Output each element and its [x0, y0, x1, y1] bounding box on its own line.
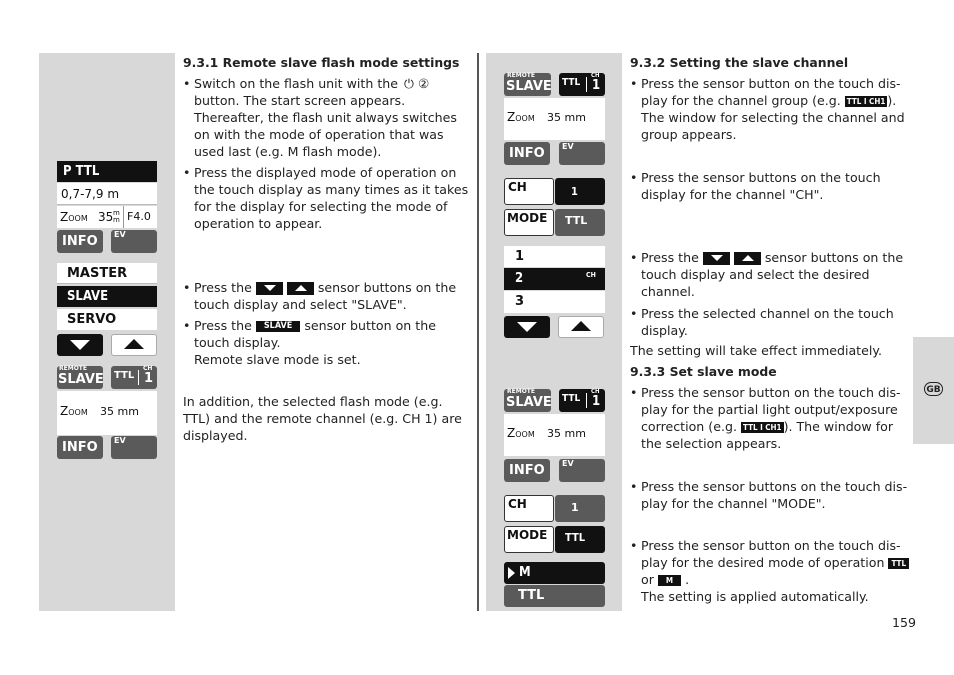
bullet-dot: •: [630, 538, 638, 553]
s3-b3-l1: Press the sensor button on the touch dis-: [641, 538, 901, 553]
down-arrow-icon: [70, 340, 90, 350]
mode-option-m-label: M: [519, 565, 531, 580]
channel-item-3[interactable]: 3: [504, 291, 605, 313]
lcd-zoom-row-m1: [504, 98, 605, 140]
up-arrow-icon-m: [571, 321, 591, 331]
s1-b4-l2: touch display.: [194, 335, 281, 350]
s3-b2-l1: Press the sensor buttons on the touch dis-: [641, 479, 908, 494]
bullet-text: [641, 249, 903, 300]
s2-b1-l1: Press the sensor button on the touch dis-: [641, 76, 901, 91]
s2-b3-l1b: sensor buttons on the: [764, 250, 904, 265]
remote-label-m1: REMOTE: [507, 72, 535, 79]
mode-value-2[interactable]: TTL: [555, 526, 605, 553]
ch-small-label-m1: CH: [591, 72, 600, 79]
ttl-ch1-badge-2: TTL I CH1: [742, 423, 782, 432]
bullet-text: [641, 169, 881, 203]
paragraph-931: [183, 393, 462, 444]
info-button[interactable]: INFO: [57, 230, 103, 253]
s2-b1-l2b: ).: [887, 93, 897, 108]
up-arrow-icon: [124, 339, 144, 349]
bullet-dot: •: [630, 250, 638, 265]
channel-item-2[interactable]: [504, 268, 605, 290]
bullet-dot: •: [183, 165, 191, 180]
info-button-m1[interactable]: INFO: [504, 142, 550, 165]
left-illustration-panel: [39, 53, 175, 611]
info-button-m2[interactable]: INFO: [504, 459, 550, 482]
s1-b3-l2: touch display and select "SLAVE".: [194, 297, 407, 312]
s3-b2-l2: play for the channel "MODE".: [641, 496, 826, 511]
channel-item-2-tag: CH: [586, 271, 596, 279]
zoom-mm-m1: 35 mm: [547, 111, 586, 124]
s1-b1-l3: Thereafter, the flash unit always switches: [194, 110, 457, 125]
ev-button[interactable]: EV: [111, 230, 157, 253]
s3-b3-l2a: play for the desired mode of operation: [641, 555, 885, 570]
ch-value[interactable]: 1: [555, 178, 605, 205]
ttl-label-m1: TTL: [562, 77, 581, 88]
info-button-2[interactable]: INFO: [57, 436, 103, 459]
remote-slave-button-m1[interactable]: [504, 73, 551, 96]
s1-b3-l1a: Press the: [194, 280, 252, 295]
mode-option-ttl[interactable]: [504, 585, 605, 607]
s1-b3-l1b: sensor buttons on the: [317, 280, 457, 295]
s2-b4-l1: Press the selected channel on the touch: [641, 306, 894, 321]
s3-b1-l2: play for the partial light output/exposure: [641, 402, 898, 417]
ttl-badge: TTL: [888, 558, 909, 569]
lcd-range-row: 0,7-7,9 m: [57, 183, 157, 205]
ttl-divider-m2: [586, 393, 587, 408]
slave-label: SLAVE: [58, 372, 104, 387]
s2-b4-l2: display.: [641, 323, 688, 338]
mode-value[interactable]: TTL: [555, 209, 605, 236]
ttl-label: TTL: [114, 370, 135, 381]
selection-pointer-icon: [508, 567, 515, 579]
mode-option-ttl-label: TTL: [518, 588, 545, 603]
language-badge: GB: [924, 382, 943, 396]
s2-b1-l3: The window for selecting the channel and: [641, 110, 905, 125]
m-badge: M: [658, 575, 681, 586]
down-arrow-icon-m: [517, 322, 537, 332]
zoom-mm-m2: 35 mm: [547, 427, 586, 440]
ch-value-2[interactable]: 1: [555, 495, 605, 522]
power-icon: ⏻ ②: [404, 76, 430, 91]
ch-number-m2: 1: [592, 394, 601, 409]
bullet-text: [194, 279, 456, 313]
s3-b1-l3b: ). The window for: [783, 419, 894, 434]
menu-servo[interactable]: SERVO: [57, 309, 157, 330]
ttl-label-m2: TTL: [562, 393, 581, 404]
s1-b4-l3: Remote slave mode is set.: [194, 352, 361, 367]
ch-small-label: CH: [143, 365, 153, 372]
mode-option-m[interactable]: [504, 562, 605, 584]
s1-b1-l5: used last (e.g. M flash mode).: [194, 144, 382, 159]
column-separator: [477, 53, 479, 611]
bullet-text: [194, 164, 468, 232]
bullet-text: [194, 317, 436, 368]
bullet-dot: •: [183, 318, 191, 333]
s1-b2-l4: operation to appear.: [194, 216, 323, 231]
zoom-label: Zoom: [60, 210, 88, 224]
s1-b2-l2: the touch display as many times as it takes: [194, 182, 469, 197]
ev-button-2[interactable]: EV: [111, 436, 157, 459]
up-arrow-icon-inline: [287, 282, 314, 295]
ch-field[interactable]: CH: [504, 178, 554, 205]
up-arrow-icon-inline-2: [734, 252, 761, 265]
bullet-dot: •: [183, 76, 191, 91]
lcd-zoom-row-2: [57, 391, 157, 435]
bullet-text: [641, 75, 905, 143]
zoom-value: 35: [98, 210, 114, 224]
bullet-dot: •: [630, 306, 638, 321]
section-heading-933: 9.3.3 Set slave mode: [630, 364, 777, 379]
down-arrow-icon-inline-2: [703, 252, 730, 265]
down-arrow-button[interactable]: [57, 334, 103, 356]
up-arrow-button-m[interactable]: [558, 316, 604, 338]
lcd-zoom-row: [57, 206, 157, 228]
s2-b1-l4: group appears.: [641, 127, 737, 142]
lcd-zoom-row-m2: [504, 414, 605, 456]
ttl-channel-button-m2[interactable]: [559, 389, 605, 412]
section-heading-931: 9.3.1 Remote slave flash mode settings: [183, 55, 460, 70]
ch-small-label-m2: CH: [591, 388, 600, 395]
up-arrow-button[interactable]: [111, 334, 157, 356]
ev-button-m1[interactable]: EV: [559, 142, 605, 165]
zoom-unit-bot: m: [113, 216, 120, 224]
ttl-divider-m1: [586, 77, 587, 92]
slave-label-m2: SLAVE: [506, 395, 552, 410]
bullet-dot: •: [630, 385, 638, 400]
s1-p3: displayed.: [183, 428, 248, 443]
slave-badge: SLAVE: [256, 321, 300, 332]
mode-field[interactable]: MODE: [504, 209, 554, 236]
lcd-mode-pttl[interactable]: P TTL: [57, 161, 157, 182]
bullet-text: [641, 478, 907, 512]
ev-button-m2[interactable]: EV: [559, 459, 605, 482]
bullet-dot: •: [630, 76, 638, 91]
remote-slave-button[interactable]: [57, 366, 103, 389]
s2-b3-l2: touch display and select the desired: [641, 267, 870, 282]
s3-b3-l4: The setting is applied automatically.: [641, 589, 869, 604]
s1-b1-l4: on with the mode of operation that was: [194, 127, 444, 142]
bullet-dot: •: [630, 479, 638, 494]
ttl-divider: [138, 370, 139, 385]
s3-b1-l1: Press the sensor button on the touch dis-: [641, 385, 901, 400]
s1-b4-l1b: sensor button on the: [304, 318, 436, 333]
bullet-text: [194, 75, 457, 160]
ch-number-m1: 1: [592, 78, 601, 93]
zoom-unit-top: m: [113, 209, 120, 217]
s3-b1-l3a: correction (e.g.: [641, 419, 737, 434]
bullet-text: [641, 384, 901, 452]
bullet-text: [641, 305, 894, 339]
paragraph-932: The setting will take effect immediately.: [630, 343, 883, 358]
bullet-dot: •: [183, 280, 191, 295]
slave-label-m1: SLAVE: [506, 79, 552, 94]
s2-b2-l1: Press the sensor buttons on the touch: [641, 170, 881, 185]
s1-b2-l1: Press the displayed mode of operation on: [194, 165, 457, 180]
zoom-label-2: Zoom: [60, 404, 88, 418]
down-arrow-icon-inline: [256, 282, 283, 295]
ch-number: 1: [144, 371, 154, 386]
remote-slave-button-m2[interactable]: [504, 389, 551, 412]
menu-master[interactable]: MASTER: [57, 263, 157, 284]
s3-b1-l4: the selection appears.: [641, 436, 782, 451]
ttl-channel-button-m1[interactable]: [559, 73, 605, 96]
section-heading-932: 9.3.2 Setting the slave channel: [630, 55, 849, 70]
s2-b2-l2: display for the channel "CH".: [641, 187, 824, 202]
s1-b4-l1a: Press the: [194, 318, 252, 333]
s3-b3-l3b: .: [685, 572, 690, 587]
channel-item-1[interactable]: 1: [504, 246, 605, 267]
ttl-ch1-badge: TTL I CH1: [846, 97, 886, 106]
bullet-dot: •: [630, 170, 638, 185]
s2-b3-l3: channel.: [641, 284, 695, 299]
menu-slave[interactable]: SLAVE: [57, 286, 157, 307]
channel-item-2-label: 2: [515, 271, 524, 286]
mode-field-2[interactable]: MODE: [504, 526, 554, 553]
s3-b3-l3a: or: [641, 572, 654, 587]
aperture-value: F4.0: [123, 206, 151, 228]
ttl-channel-button[interactable]: [111, 366, 157, 389]
remote-label: REMOTE: [59, 365, 87, 372]
ch-field-2[interactable]: CH: [504, 495, 554, 522]
zoom-mm-2: 35 mm: [100, 405, 139, 418]
remote-label-m2: REMOTE: [507, 388, 535, 395]
s1-p2: TTL) and the remote channel (e.g. CH 1) are: [183, 411, 462, 426]
zoom-label-m2: Zoom: [507, 426, 535, 440]
language-tab: [913, 337, 954, 444]
s1-b1-l1: Switch on the flash unit with the: [194, 76, 398, 91]
zoom-label-m1: Zoom: [507, 110, 535, 124]
s1-b2-l3: for the display for selecting the mode of: [194, 199, 448, 214]
s1-p1: In addition, the selected flash mode (e.g.: [183, 394, 443, 409]
s2-b3-l1a: Press the: [641, 250, 699, 265]
down-arrow-button-m[interactable]: [504, 316, 550, 338]
bullet-text: [641, 537, 909, 605]
s2-b1-l2a: play for the channel group (e.g.: [641, 93, 841, 108]
page-number: 159: [892, 615, 917, 630]
s1-b1-l2: button. The start screen appears.: [194, 93, 406, 108]
